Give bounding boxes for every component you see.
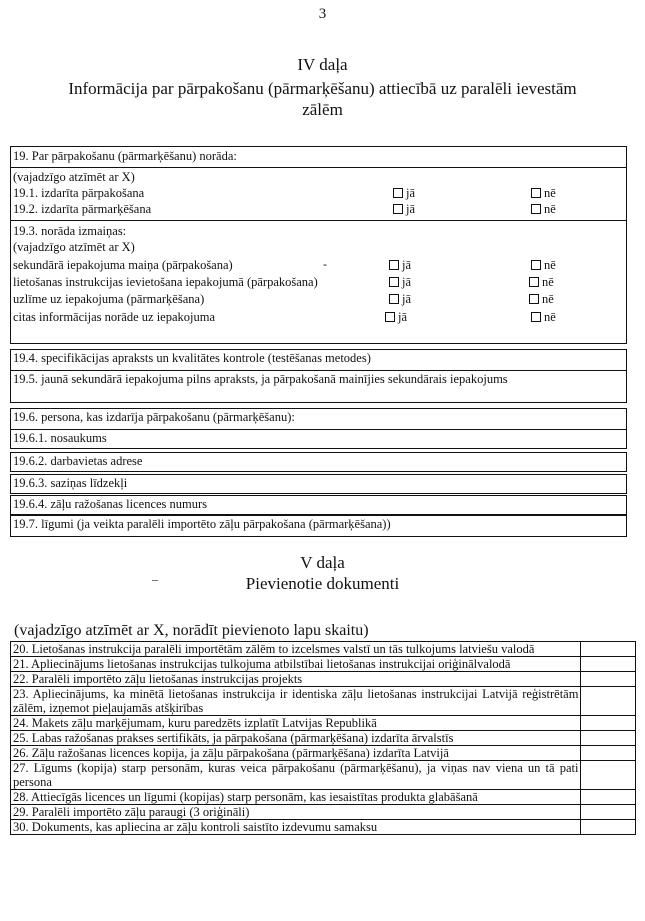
table-row (11, 672, 636, 687)
q19-2-yes-checkbox[interactable]: jā (393, 202, 415, 216)
page-count-cell[interactable] (581, 820, 636, 835)
table-row (11, 805, 636, 820)
part5-instruction: (vajadzīgo atzīmēt ar X, norādīt pievienoto lapu skaitu) (14, 622, 369, 639)
q19-header-box (10, 146, 627, 168)
q193-item-4-yes-checkbox[interactable]: jā (385, 310, 407, 324)
checkbox-icon (393, 188, 403, 198)
q196-row (10, 429, 627, 449)
q194-label: 19.4. specifikācijas apraksts un kvalitātes kontrole (testēšanas metodes) (13, 351, 371, 365)
q196-2-label: 19.6.2. darbavietas adrese (13, 454, 143, 468)
q19-2-label: 19.2. izdarīta pārmarķēšana (13, 202, 152, 216)
page-count-cell[interactable] (581, 790, 636, 805)
q19-header: 19. Par pārpakošanu (pārmarķēšanu) norāda: (13, 149, 237, 163)
part4-title-line1: Informācija par pārpakošanu (pārmarķēšanu) attiecībā uz paralēli ievestām (68, 79, 577, 98)
q193-item-3-no-checkbox[interactable]: nē (529, 292, 554, 306)
checkbox-icon (389, 260, 399, 270)
q193-item-4-no-checkbox[interactable]: nē (531, 310, 556, 324)
document-label: 29. Paralēli importēto zāļu paraugi (3 oriģināli) (11, 805, 581, 820)
table-row (11, 731, 636, 746)
q197-row (10, 515, 627, 537)
page-count-cell[interactable] (581, 642, 636, 657)
q196-4-label: 19.6.4. zāļu ražošanas licences numurs (13, 497, 208, 511)
document-label: 22. Paralēli importēto zāļu lietošanas instrukcijas projekts (11, 672, 581, 687)
q19-note: (vajadzīgo atzīmēt ar X) (13, 170, 135, 184)
page-count-cell[interactable] (581, 746, 636, 761)
q193-item-3-yes-checkbox[interactable]: jā (389, 292, 411, 306)
page-count-cell[interactable] (581, 687, 636, 716)
document-label: 30. Dokuments, kas apliecina ar zāļu kontroli saistīto izdevumu samaksu (11, 820, 581, 835)
page-count-cell[interactable] (581, 672, 636, 687)
page-count-cell[interactable] (581, 761, 636, 790)
q19-1-label: 19.1. izdarīta pārpakošana (13, 186, 145, 200)
document-label: 26. Zāļu ražošanas licences kopija, ja zāļu pārpakošana (pārmarķēšana) izdarīta Latvijā (11, 746, 581, 761)
q193-box: 19.3. norāda izmaiņas: (vajadzīgo atzīmēt ar X) sekundārā iepakojuma maiņa (pārpakošana) - jā nē lietošanas instrukcijas ievietošana iepakojumā (pārpakošana) jā nē uzlīme uz iepakojuma (pārmarķēšana) jā nē citas informācijas norāde uz iepakojuma jā nē (10, 220, 627, 344)
q196-row (10, 495, 627, 515)
q196-1-label: 19.6.1. nosaukums (13, 431, 107, 445)
table-row (11, 761, 636, 790)
document-label: 24. Makets zāļu marķējumam, kuru paredzēts izplatīt Latvijas Republikā (11, 716, 581, 731)
q196-row (10, 452, 627, 472)
q196-3-label: 19.6.3. saziņas līdzekļi (13, 476, 128, 490)
checkbox-icon (385, 312, 395, 322)
table-row (11, 820, 636, 835)
part5-title: Pievienotie dokumenti (245, 574, 400, 593)
q193-header: 19.3. norāda izmaiņas: (13, 224, 127, 238)
q193-item-2-yes-checkbox[interactable]: jā (389, 275, 411, 289)
q197-label: 19.7. līgumi (ja veikta paralēli importēto zāļu pārpakošana (pārmarķēšana)) (13, 517, 391, 531)
table-row (11, 790, 636, 805)
q196-header: 19.6. persona, kas izdarīja pārpakošanu (pārmarķēšanu): (13, 410, 295, 424)
q19-1-no-checkbox[interactable]: nē (531, 186, 556, 200)
document-label: 21. Apliecinājums lietošanas instrukcijas tulkojuma atbilstībai lietošanas instrukcijai oriģinālvalodā (11, 657, 581, 672)
q193-item-1-yes-checkbox[interactable]: jā (389, 258, 411, 272)
checkbox-icon (529, 277, 539, 287)
q19-options-box (10, 167, 627, 221)
q193-item-2-label: lietošanas instrukcijas ievietošana iepakojumā (pārpakošana) (13, 275, 318, 289)
checkbox-icon (529, 294, 539, 304)
part5-heading: V daļa (300, 553, 345, 572)
part4-title-line2: zālēm (302, 100, 343, 119)
document-label: 27. Līgums (kopija) starp personām, kuras veica pārpakošanu (pārmarķēšanu), ja viņas nav viena un tā pati persona (11, 761, 581, 790)
checkbox-icon (393, 204, 403, 214)
checkbox-icon (531, 188, 541, 198)
checkbox-icon (531, 312, 541, 322)
q193-item-1-no-checkbox[interactable]: nē (531, 258, 556, 272)
table-row (11, 746, 636, 761)
q19-1-yes-checkbox[interactable]: jā (393, 186, 415, 200)
page-count-cell[interactable] (581, 805, 636, 820)
checkbox-icon (389, 294, 399, 304)
table-row (11, 657, 636, 672)
q193-item-2-no-checkbox[interactable]: nē (529, 275, 554, 289)
page-count-cell[interactable] (581, 657, 636, 672)
q19-2-no-checkbox[interactable]: nē (531, 202, 556, 216)
part4-heading: IV daļa (297, 55, 348, 74)
table-row (11, 716, 636, 731)
document-label: 20. Lietošanas instrukcija paralēli importētām zālēm to izcelsmes valstī un tās tulkojums latviešu valodā (11, 642, 581, 657)
document-label: 23. Apliecinājums, ka minētā lietošanas instrukcija ir identiska zāļu lietošanas instrukcijai Latvijā reģistrētām zālēm, izņemot pieļaujamās atšķirības (11, 687, 581, 716)
page-count-cell[interactable] (581, 716, 636, 731)
q193-item-3-label: uzlīme uz iepakojuma (pārmarķēšana) (13, 292, 205, 306)
documents-table (10, 641, 636, 835)
q195-label: 19.5. jaunā sekundārā iepakojuma pilns apraksts, ja pārpakošanā mainījies sekundārais iepakojums (13, 372, 508, 386)
checkbox-icon (389, 277, 399, 287)
q196-row (10, 474, 627, 494)
page-count-cell[interactable] (581, 731, 636, 746)
document-label: 28. Attiecīgās licences un līgumi (kopijas) starp personām, kas iesaistītas produkta glabāšanā (11, 790, 581, 805)
table-row (11, 642, 636, 657)
document-label: 25. Labas ražošanas prakses sertifikāts, ja pārpakošana (pārmarķēšana) izdarīta ārvalstīs (11, 731, 581, 746)
q193-note: (vajadzīgo atzīmēt ar X) (13, 240, 135, 254)
q194-row (10, 349, 627, 371)
q193-item-4-label: citas informācijas norāde uz iepakojuma (13, 310, 216, 324)
q193-item-1-label: sekundārā iepakojuma maiņa (pārpakošana) (13, 258, 233, 272)
q196-header-row (10, 408, 627, 430)
q195-row (10, 370, 627, 403)
checkbox-icon (531, 260, 541, 270)
checkbox-icon (531, 204, 541, 214)
table-row (11, 687, 636, 716)
page-number: 3 (318, 6, 327, 22)
